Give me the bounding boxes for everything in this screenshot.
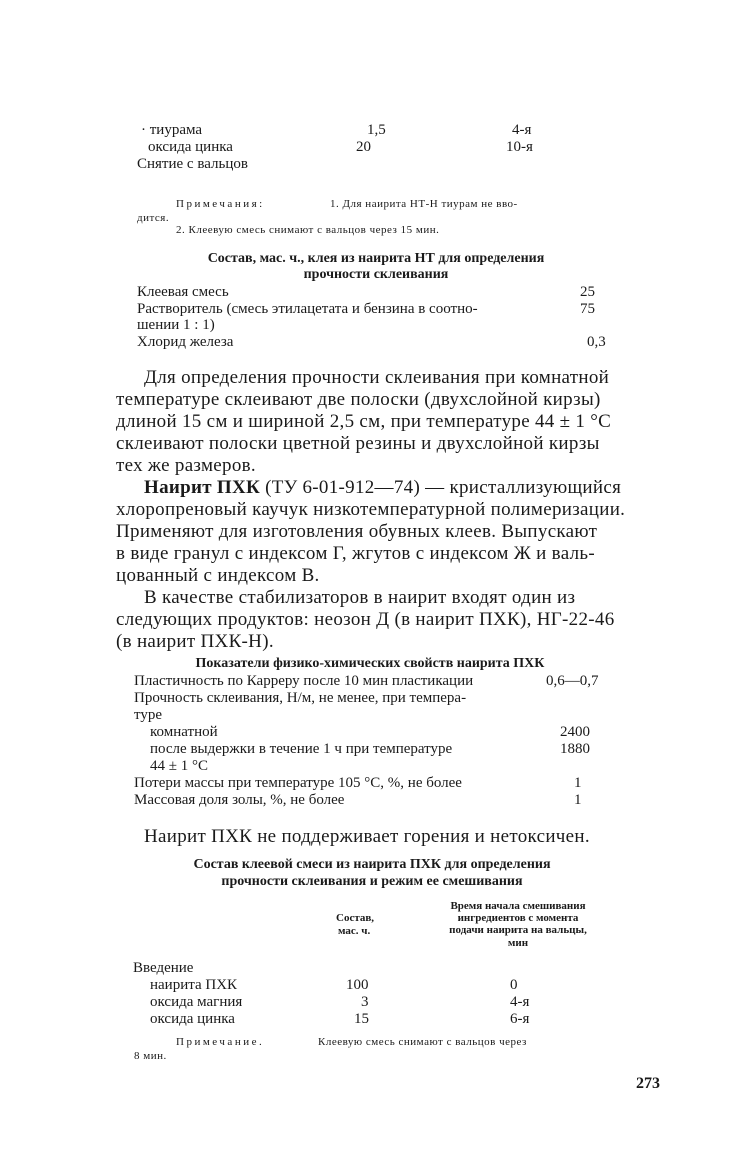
para3-line-2: следующих продуктов: неозон Д (в наирит ПХК), НГ-22-46 — [116, 609, 615, 630]
table3-row-3-name: комнатной — [150, 724, 218, 740]
table2-row-2-name: Растворитель (смесь этилацетата и бензина в соотно- — [137, 301, 478, 317]
table3-row-1-value: 0,6—0,7 — [546, 673, 599, 689]
row-zinc-amount: 20 — [356, 139, 371, 155]
table3-row-6-name: Массовая доля золы, %, не более — [134, 792, 345, 808]
table4-row-2-minute: 4-я — [510, 994, 530, 1010]
table4-group: Введение — [133, 960, 194, 976]
table4-row-1-amount: 100 — [346, 977, 369, 993]
note2-text-cont: 8 мин. — [134, 1050, 167, 1062]
para3-line-3: (в наирит ПХК-Н). — [116, 631, 274, 652]
para2-line-3: Применяют для изготовления обувных клеев. Выпускают — [116, 521, 598, 542]
table4-col-time-2: ингредиентов с момента — [457, 912, 579, 924]
table4-row-1-minute: 0 — [510, 977, 518, 993]
note-2: 2. Клеевую смесь снимают с вальцов через 15 мин. — [176, 224, 440, 236]
page-number: 273 — [636, 1075, 660, 1092]
para2-line-5: цованный с индексом В. — [116, 565, 320, 586]
table3-row-4-cont: 44 ± 1 °С — [150, 758, 208, 774]
para1-line-1: Для определения прочности склеивания при комнатной — [144, 367, 610, 388]
para1-line-5: тех же размеров. — [116, 455, 256, 476]
table2-row-3-name: Хлорид железа — [137, 334, 234, 350]
table3-row-2-cont: туре — [134, 707, 163, 723]
row-zinc-minute: 10-я — [506, 139, 533, 155]
row-thiuram-amount: 1,5 — [367, 122, 386, 138]
para1-line-2: температуре склеивают две полоски (двухслойной кирзы) — [116, 389, 601, 410]
table4-col-time-1: Время начала смешивания — [450, 900, 586, 912]
para3-line-1: В качестве стабилизаторов в наирит входят один из — [144, 587, 576, 608]
table3-row-5-name: Потери массы при температуре 105 °С, %, не более — [134, 775, 462, 791]
table4-col-composition-unit: мас. ч. — [338, 925, 371, 937]
table3-row-2-name: Прочность склеивания, Н/м, не менее, при темпера- — [134, 690, 467, 706]
table2-title-2: прочности склеивания — [303, 267, 449, 282]
table4-col-time-3: подачи наирита на вальцы, — [449, 924, 587, 936]
table3-row-4-value: 1880 — [560, 741, 590, 757]
table2-row-2-value: 75 — [580, 301, 595, 317]
para2-line-2: хлоропреновый каучук низкотемпературной полимеризации. — [116, 499, 626, 520]
table4-row-3-name: оксида цинка — [150, 1011, 235, 1027]
table2-row-1-name: Клеевая смесь — [137, 284, 229, 300]
table4-row-3-minute: 6-я — [510, 1011, 530, 1027]
table2-row-3-value: 0,3 — [587, 334, 606, 350]
table3-row-6-value: 1 — [574, 792, 582, 808]
table4-col-time-4: мин — [507, 937, 529, 949]
table4-title-2: прочности склеивания и режим ее смешивания — [221, 874, 523, 889]
table2-row-2-cont: шении 1 : 1) — [137, 317, 215, 333]
para1-line-4: склеивают полоски цветной резины и двухслойной кирзы — [116, 433, 600, 454]
table4-row-1-name: наирита ПХК — [150, 977, 238, 993]
row-thiuram-name: · тиурама — [141, 122, 203, 138]
removal-line: Снятие с вальцов — [137, 156, 248, 172]
table3-row-4-name: после выдержки в течение 1 ч при температуре — [150, 741, 453, 757]
para1-line-3: длиной 15 см и шириной 2,5 см, при температуре 44 ± 1 °С — [116, 411, 612, 432]
note2-label: Примечание. — [176, 1036, 265, 1048]
table4-title-1: Состав клеевой смеси из наирита ПХК для определения — [193, 857, 551, 872]
note-1: 1. Для наирита НТ-Н тиурам не вво- — [330, 198, 518, 210]
table3-title: Показатели физико-химических свойств наирита ПХК — [195, 656, 545, 671]
table3-row-5-value: 1 — [574, 775, 582, 791]
table3-row-3-value: 2400 — [560, 724, 590, 740]
table3-row-1-name: Пластичность по Карреру после 10 мин пластикации — [134, 673, 474, 689]
para4: Наирит ПХК не поддерживает горения и нетоксичен. — [144, 826, 590, 847]
table4-col-composition: Состав, — [336, 912, 375, 924]
row-thiuram-minute: 4-я — [512, 122, 532, 138]
notes-label: Примечания: — [176, 198, 265, 210]
note2-text: Клеевую смесь снимают с вальцов через — [318, 1036, 527, 1048]
note-1-cont: дится. — [137, 212, 170, 224]
para2-line-4: в виде гранул с индексом Г, жгутов с индексом Ж и валь- — [116, 543, 595, 564]
table4-row-2-amount: 3 — [361, 994, 369, 1010]
table4-row-2-name: оксида магния — [150, 994, 243, 1010]
row-zinc-name: оксида цинка — [148, 139, 233, 155]
table4-row-3-amount: 15 — [354, 1011, 369, 1027]
table2-title-1: Состав, мас. ч., клея из наирита НТ для определения — [207, 251, 545, 266]
para2-line-1: Наирит ПХК (ТУ 6-01-912—74) — кристаллизующийся — [144, 477, 622, 498]
para2-term: Наирит ПХК — [144, 477, 261, 498]
table2-row-1-value: 25 — [580, 284, 595, 300]
